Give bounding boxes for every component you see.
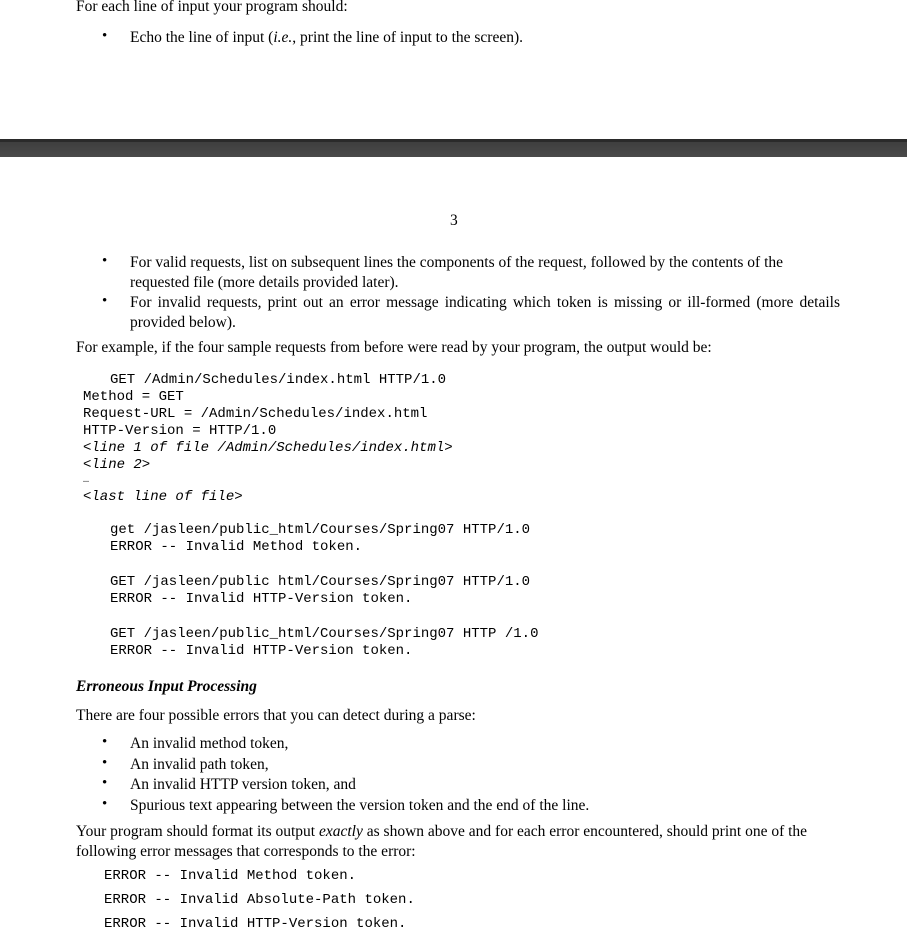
example1-last-line: <last line of file> bbox=[83, 489, 243, 505]
example1-request: GET /Admin/Schedules/index.html HTTP/1.0 bbox=[110, 372, 447, 388]
error-message-method: ERROR -- Invalid Method token. bbox=[104, 868, 357, 884]
bullet-icon: • bbox=[102, 253, 108, 269]
example4-error: ERROR -- Invalid HTTP-Version token. bbox=[110, 643, 413, 659]
example1-version: HTTP-Version = HTTP/1.0 bbox=[83, 423, 277, 439]
bullet-valid-requests: For valid requests, list on subsequent lines the components of the request, followed by the contents of the requested file (more details provided later). bbox=[130, 254, 784, 291]
bullet-icon: • bbox=[102, 796, 108, 812]
example4-request: GET /jasleen/public_html/Courses/Spring07 HTTP /1.0 bbox=[110, 626, 539, 642]
page-separator bbox=[0, 139, 907, 157]
error-list-item: Spurious text appearing between the version token and the end of the line. bbox=[130, 797, 590, 814]
section-heading: Erroneous Input Processing bbox=[76, 678, 257, 695]
error-message-version: ERROR -- Invalid HTTP-Version token. bbox=[104, 916, 407, 932]
bullet-icon: • bbox=[102, 734, 108, 750]
error-list-item: An invalid method token, bbox=[130, 735, 289, 752]
format-paragraph: Your program should format its output exactly as shown above and for each error encountered, should print one of the following error messages that corresponds to the error: bbox=[76, 823, 808, 860]
page1-intro: For each line of input your program should: bbox=[76, 0, 348, 15]
example1-method: Method = GET bbox=[83, 389, 184, 405]
bullet-icon: • bbox=[102, 293, 108, 309]
example1-ellipsis: … bbox=[83, 475, 90, 486]
example1-line2: <line 2> bbox=[83, 457, 151, 473]
bullet-icon: • bbox=[102, 755, 108, 771]
error-message-path: ERROR -- Invalid Absolute-Path token. bbox=[104, 892, 415, 908]
example2-error: ERROR -- Invalid Method token. bbox=[110, 539, 363, 555]
example1-line1: <line 1 of file /Admin/Schedules/index.html> bbox=[83, 440, 453, 456]
bullet-icon: • bbox=[102, 775, 108, 791]
page-number: 3 bbox=[450, 212, 458, 229]
example3-request: GET /jasleen/public html/Courses/Spring07 HTTP/1.0 bbox=[110, 574, 531, 590]
errors-intro: There are four possible errors that you can detect during a parse: bbox=[76, 707, 476, 724]
bullet-icon: • bbox=[102, 28, 108, 44]
echo-bullet-text: Echo the line of input (i.e., print the line of input to the screen). bbox=[130, 29, 523, 46]
example1-url: Request-URL = /Admin/Schedules/index.html bbox=[83, 406, 428, 422]
error-list-item: An invalid path token, bbox=[130, 756, 269, 773]
example-intro: For example, if the four sample requests from before were read by your program, the output would be: bbox=[76, 339, 712, 356]
example2-request: get /jasleen/public_html/Courses/Spring07 HTTP/1.0 bbox=[110, 522, 531, 538]
example3-error: ERROR -- Invalid HTTP-Version token. bbox=[110, 591, 413, 607]
bullet-invalid-requests: For invalid requests, print out an error message indicating which token is missing or ill-formed (more details provided below). bbox=[130, 294, 840, 331]
error-list-item: An invalid HTTP version token, and bbox=[130, 776, 356, 793]
